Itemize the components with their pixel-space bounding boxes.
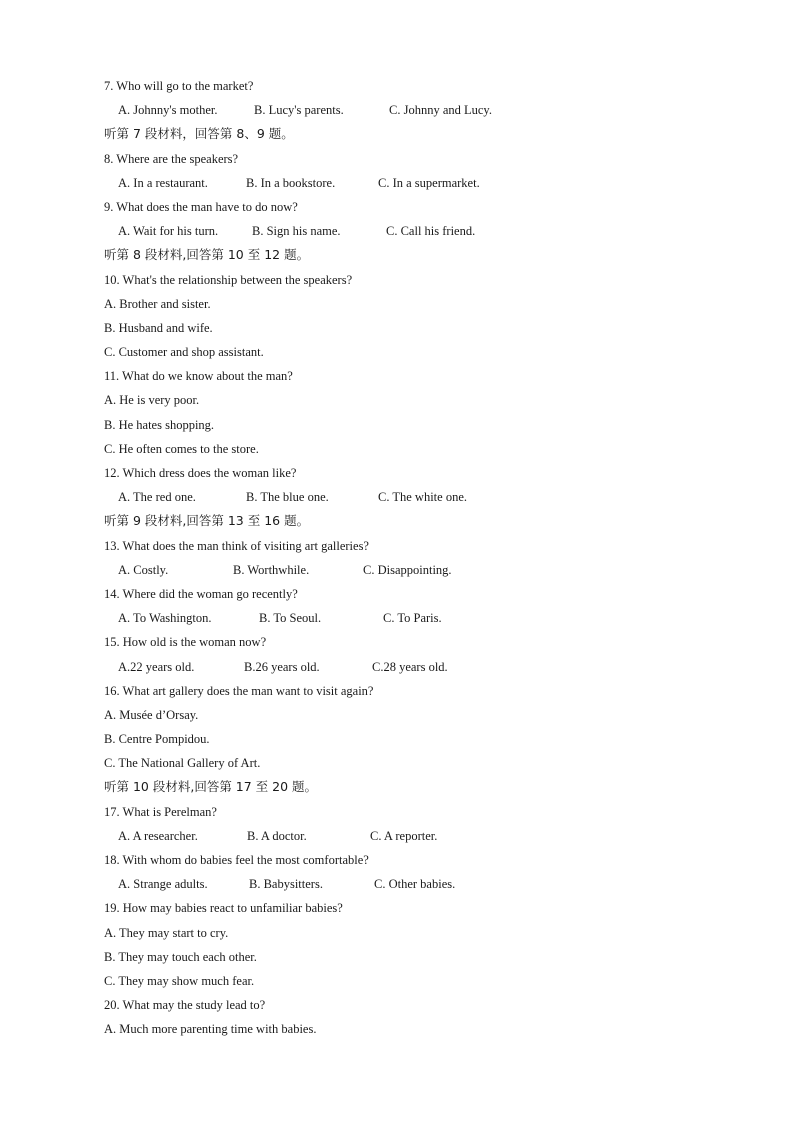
answer-option: A. Strange adults. [118,877,208,892]
question-line: 11. What do we know about the man? [104,369,293,384]
answer-options [104,171,724,195]
answer-option: A. A researcher. [118,828,198,843]
answer-option: C. Call his friend. [386,224,476,239]
question-line: A. Musée d’Orsay. [104,707,199,722]
answer-option: C. Johnny and Lucy. [389,103,492,118]
question-line: 10. What's the relationship between the speakers? [104,272,353,287]
answer-option: A.22 years old. [118,659,195,674]
question-line: 19. How may babies react to unfamiliar babies? [104,901,343,916]
answer-option: C. In a supermarket. [378,175,480,190]
answer-options [104,606,724,630]
answer-option: B. To Seoul. [259,611,322,626]
answer-option: B. The blue one. [246,490,329,505]
question-line: 12. Which dress does the woman like? [104,466,297,480]
question-line: 15. How old is the woman now? [104,635,267,650]
question-line: 14. Where did the woman go recently? [104,586,298,601]
section-instruction: 听第 10 段材料,回答第 17 至 20 题。 [104,779,318,795]
answer-option: C. A reporter. [370,828,438,843]
answer-options [104,98,724,122]
question-line: A. Brother and sister. [104,296,211,311]
question-line: 17. What is Perelman? [104,804,217,819]
question-list [104,74,724,1042]
question-line: C. He often comes to the store. [104,441,259,456]
answer-options [104,558,724,582]
question-line: 7. Who will go to the market? [104,79,254,93]
answer-option: A. Johnny's mother. [118,103,218,118]
question-line: A. Much more parenting time with babies. [104,1022,317,1037]
answer-options [104,655,724,679]
answer-option: B. Worthwhile. [233,562,310,577]
section-instruction: 听第 7 段材料，回答第 8、9 题。 [104,126,294,142]
question-line: C. Customer and shop assistant. [104,345,264,360]
answer-option: B.26 years old. [244,659,320,674]
question-line: 18. With whom do babies feel the most comfortable? [104,853,369,867]
section-instruction: 听第 9 段材料,回答第 13 至 16 题。 [104,513,310,529]
answer-option: A. Costly. [118,562,169,577]
question-line: A. They may start to cry. [104,925,229,940]
answer-option: B. Lucy's parents. [254,103,344,118]
question-line: 20. What may the study lead to? [104,998,266,1013]
question-line: 8. Where are the speakers? [104,151,239,166]
answer-option: C. To Paris. [383,611,442,626]
answer-option: C. Disappointing. [363,562,452,577]
answer-option: B. Babysitters. [249,877,323,892]
answer-option: C.28 years old. [372,659,448,674]
question-line: C. The National Gallery of Art. [104,756,261,771]
answer-option: A. In a restaurant. [118,175,208,190]
question-line: 9. What does the man have to do now? [104,199,298,214]
answer-options [104,485,724,509]
answer-option: B. In a bookstore. [246,175,336,190]
answer-option: C. Other babies. [374,877,456,892]
answer-option: C. The white one. [378,490,467,505]
answer-options [104,824,724,848]
answer-options [104,219,724,243]
question-line: B. He hates shopping. [104,417,215,432]
question-line: B. Husband and wife. [104,320,213,335]
answer-option: B. Sign his name. [252,224,341,239]
question-line: 13. What does the man think of visiting art galleries? [104,538,369,553]
question-line: 16. What art gallery does the man want to visit again? [104,683,374,698]
question-line: A. He is very poor. [104,393,200,408]
answer-option: B. A doctor. [247,828,307,843]
question-line: B. Centre Pompidou. [104,732,210,747]
answer-option: A. Wait for his turn. [118,224,219,239]
question-line: B. They may touch each other. [104,949,257,964]
answer-options [104,872,724,896]
answer-option: A. To Washington. [118,611,212,626]
section-instruction: 听第 8 段材料,回答第 10 至 12 题。 [104,247,310,263]
answer-option: A. The red one. [118,490,196,505]
question-line: C. They may show much fear. [104,973,255,988]
